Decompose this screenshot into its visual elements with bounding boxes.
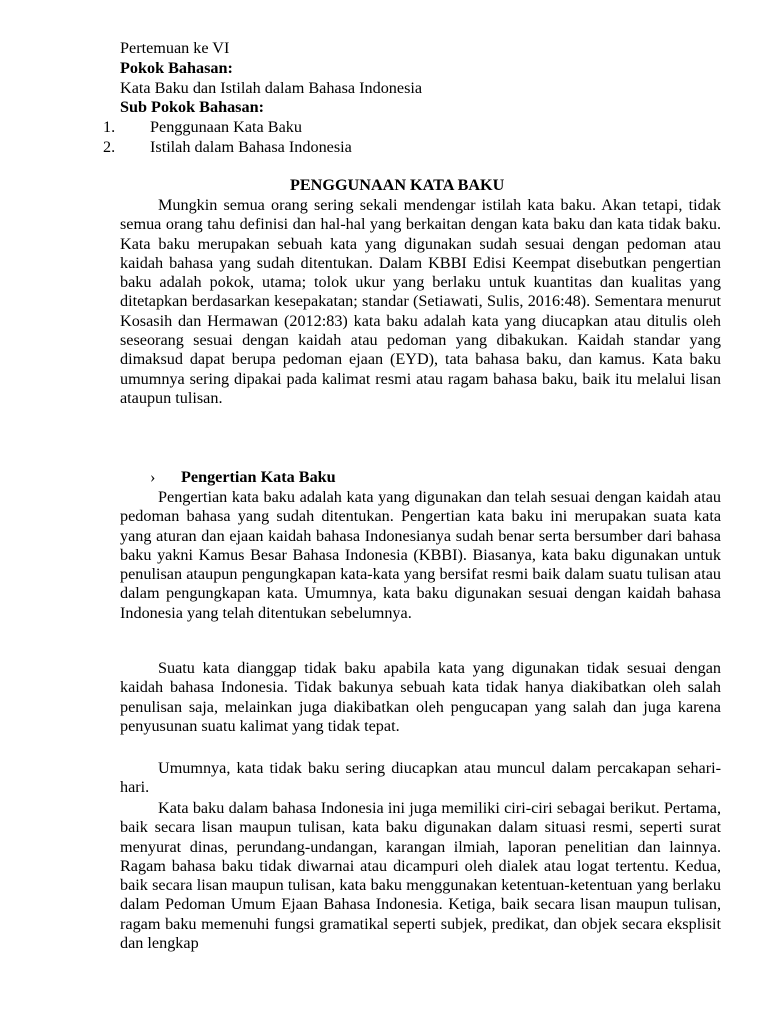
body-paragraph: Kata baku dalam bahasa Indonesia ini juga memiliki ciri-ciri sebagai berikut. Pertama, baik secara lisan maupun tulisan, kata baku digunakan dalam situasi resmi, seperti surat menyurat dinas, perundang-undangan, karangan ilmiah, laporan penelitian dan lainnya. Ragam bahasa baku tidak diwarnai atau dicampuri oleh dialek atau logat tertentu. Kedua, baik secara lisan maupun tulisan, kata baku menggunakan ketentuan-ketentuan yang berlaku dalam Pedoman Umum Ejaan Bahasa Indonesia. Ketiga, baik secara lisan maupun tulisan, ragam baku memenuhi fungsi gramatikal seperti subjek, predikat, dan objek secara eksplisit dan lengkap bbox=[120, 799, 721, 953]
subtopic-heading: Sub Pokok Bahasan: bbox=[120, 98, 264, 116]
bullet-arrow-icon: › bbox=[150, 468, 156, 486]
subsection-title: Pengertian Kata Baku bbox=[181, 468, 336, 486]
list-number: 2. bbox=[103, 138, 116, 156]
list-item-text: Istilah dalam Bahasa Indonesia bbox=[150, 138, 352, 156]
list-item bbox=[0, 118, 768, 138]
section-title: PENGGUNAAN KATA BAKU bbox=[290, 176, 505, 194]
body-paragraph: Mungkin semua orang sering sekali mendengar istilah kata baku. Akan tetapi, tidak semua orang tahu definisi dan hal-hal yang berkaitan dengan kata baku dan kata tidak baku. Kata baku merupakan sebuah kata yang digunakan sudah sesuai dengan pedoman atau kaidah bahasa yang sudah ditentukan. Dalam KBBI Edisi Keempat disebutkan pengertian baku adalah pokok, utama; tolok ukur yang berlaku untuk kuantitas dan kualitas yang ditetapkan berdasarkan kesepakatan; standar (Setiawati, Sulis, 2016:48). Sementara menurut Kosasih dan Hermawan (2012:83) kata baku adalah kata yang diucapkan atau ditulis oleh seseorang sesuai dengan kaidah atau pedoman yang dibakukan. Kaidah standar yang dimaksud dapat berupa pedoman ejaan (EYD), tata bahasa baku, dan kamus. Kata baku umumnya sering dipakai pada kalimat resmi atau ragam bahasa baku, baik itu melalui lisan ataupun tulisan. bbox=[120, 196, 721, 407]
list-item bbox=[0, 138, 768, 158]
list-item-text: Penggunaan Kata Baku bbox=[150, 118, 302, 136]
body-paragraph: Umumnya, kata tidak baku sering diucapkan atau muncul dalam percakapan sehari-hari. bbox=[120, 759, 721, 797]
subject-heading: Pokok Bahasan: bbox=[120, 59, 233, 77]
meeting-label: Pertemuan ke VI bbox=[120, 39, 230, 57]
subject-text: Kata Baku dan Istilah dalam Bahasa Indonesia bbox=[120, 79, 423, 97]
list-number: 1. bbox=[103, 118, 116, 136]
body-paragraph: Pengertian kata baku adalah kata yang digunakan dan telah sesuai dengan kaidah atau pedoman bahasa yang sudah ditentukan. Pengertian kata baku ini merupakan suata kata yang aturan dan ejaan kaidah bahasa Indonesianya sudah benar serta bersumber dari bahasa baku yakni Kamus Besar Bahasa Indonesia (KBBI). Biasanya, kata baku digunakan untuk penulisan ataupun pengungkapan kata-kata yang bersifat resmi baik dalam suatu tulisan atau dalam pengungkapan kata. Umumnya, kata baku digunakan sesuai dengan kaidah bahasa Indonesia yang telah ditentukan sebelumnya. bbox=[120, 488, 721, 622]
body-paragraph: Suatu kata dianggap tidak baku apabila kata yang digunakan tidak sesuai dengan kaidah bahasa Indonesia. Tidak bakunya sebuah kata tidak hanya diakibatkan oleh salah penulisan saja, melainkan juga diakibatkan oleh pengucapan yang salah dan juga karena penyusunan suatu kalimat yang tidak tepat. bbox=[120, 659, 721, 735]
